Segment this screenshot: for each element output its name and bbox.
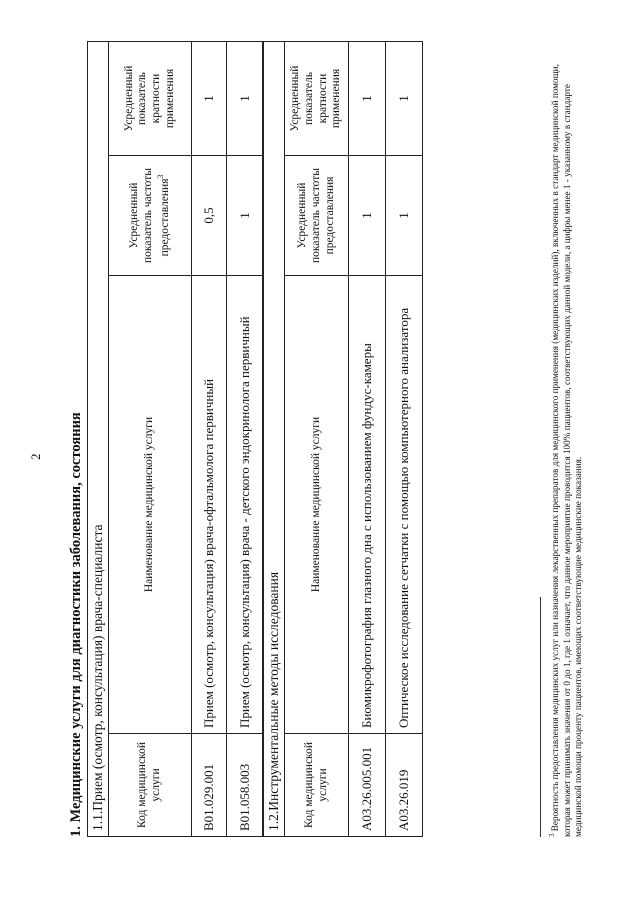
header-name: Наименование медицинской услуги [285,276,349,734]
section-heading: 1. Медицинские услуги для диагностики заболевания, состояния [68,412,84,837]
header-frequency-text: Усредненный показатель частоты предоставления [128,168,171,263]
table-title: 1.1.Прием (осмотр, консультация) врача-специалиста [88,42,109,837]
table-row [192,42,227,837]
header-code: Код медицинской услуги [109,734,192,837]
table-header-row [285,41,349,836]
service-code: B01.058.003 [227,734,263,837]
service-code: B01.029.001 [192,734,227,837]
header-multiplicity: Усредненный показатель кратности применения [285,41,349,155]
multiplicity-value: 1 [386,41,423,155]
service-name: Оптическое исследование сетчатки с помощью компьютерного анализатора [386,276,423,734]
service-code: A03.26.019 [386,734,423,837]
table-row [349,41,386,836]
header-multiplicity: Усредненный показатель кратности применения [109,42,192,156]
table-title: 1.2.Инструментальные методы исследования [264,41,285,836]
header-frequency: Усредненный показатель частоты предоставления [285,156,349,276]
table-title-row [88,42,109,837]
service-name: Биомикрофотография глазного дна с использованием фундус-камеры [349,276,386,734]
frequency-value: 1 [349,156,386,276]
frequency-value: 1 [227,156,263,276]
frequency-value: 1 [386,156,423,276]
footnote-divider [540,597,541,837]
footnote [548,37,585,837]
frequency-value: 0,5 [192,156,227,276]
service-name: Прием (осмотр, консультация) врача-офтальмолога первичный [192,276,227,734]
header-name: Наименование медицинской услуги [109,276,192,734]
footnote-marker: 3 [548,833,556,837]
table-header-row [109,42,192,837]
multiplicity-value: 1 [349,41,386,155]
service-code: A03.26.005.001 [349,734,386,837]
header-frequency [109,156,192,276]
header-code: Код медицинской услуги [285,734,349,837]
table-instrumental-methods [263,41,423,837]
footnote-ref: 3 [155,174,165,179]
multiplicity-value: 1 [227,42,263,156]
footnote-text: Вероятность предоставления медицинских услуг или назначения лекарственных препаратов для медицинского применения (медицинских изделий), включенных в стандарт медицинской помощи, которая может принимать значения от 0 до 1, где 1 означает, что данное мероприятие проводится 100% пациентов, соответствующих данной модели, а цифры менее 1 - указанному в стандарте медицинской помощи проценту пациентов, имеющих соответствующие медицинские показания. [550,64,584,837]
table-specialist-consultation [87,41,263,837]
service-name: Прием (осмотр, консультация) врача - детского эндокринолога первичный [227,276,263,734]
table-title-row [264,41,285,836]
multiplicity-value: 1 [192,42,227,156]
table-row [227,42,263,837]
page-number: 2 [28,453,43,460]
table-row [386,41,423,836]
